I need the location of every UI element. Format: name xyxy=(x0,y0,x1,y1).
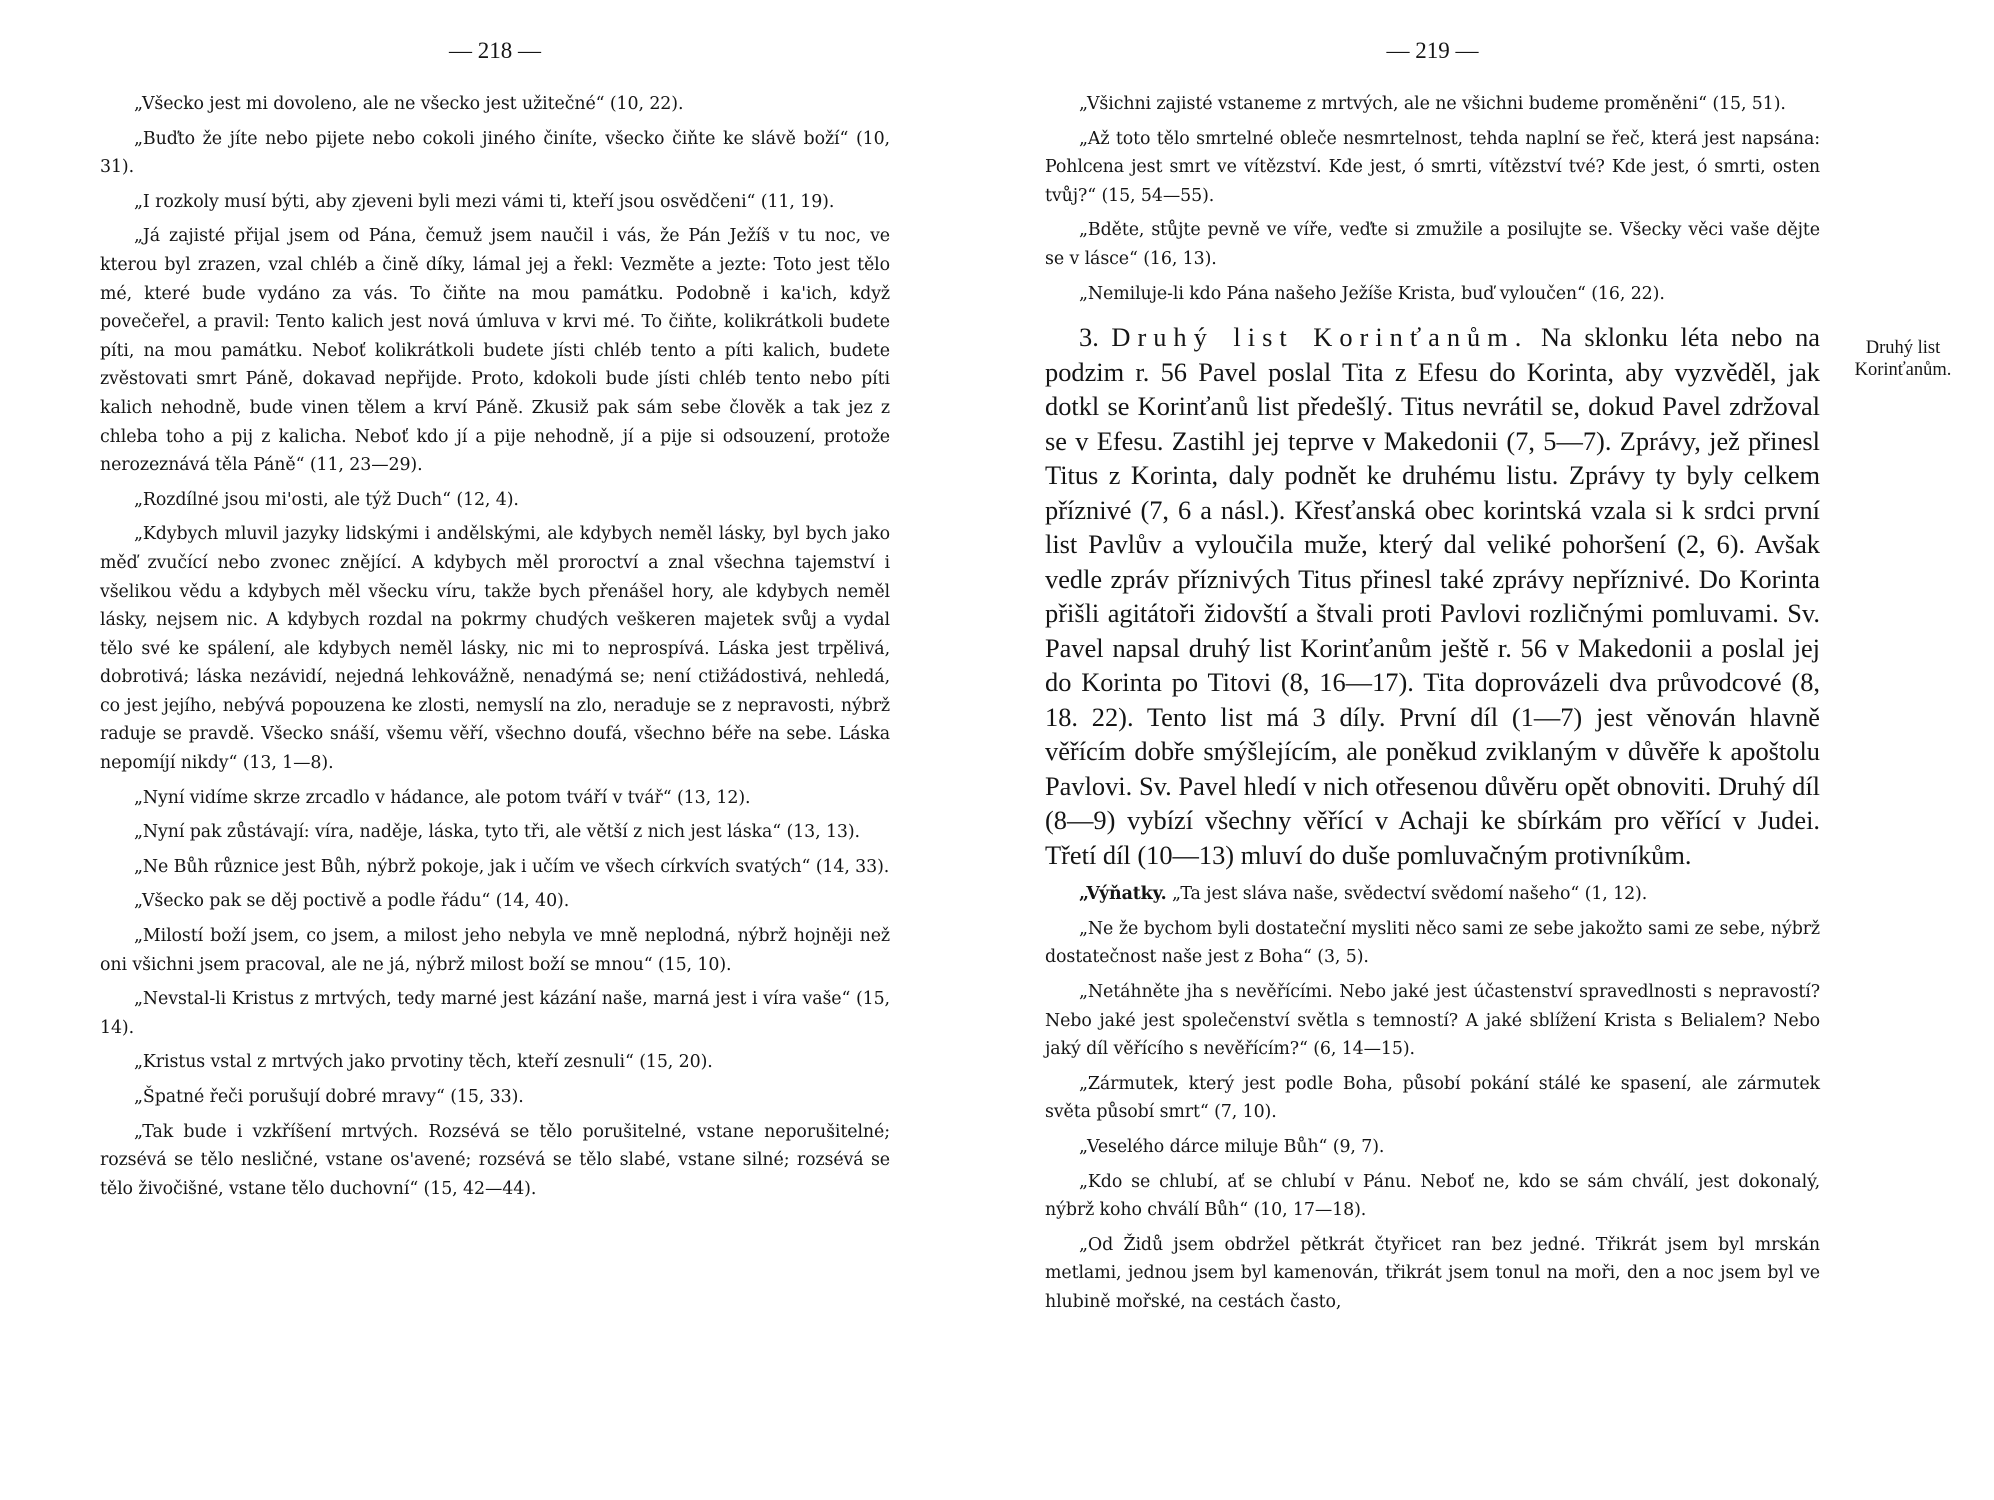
quote-paragraph: „Všecko jest mi dovoleno, ale ne všecko jest užitečné“ (10, 22). xyxy=(134,94,684,114)
excerpts-paragraph xyxy=(1045,880,1820,909)
excerpts-first-quote: „Ta jest sláva naše, svědectví svědomí našeho“ (1, 12). xyxy=(1172,884,1648,905)
quote-paragraph: „Veselého dárce miluje Bůh“ (9, 7). xyxy=(1079,1136,1385,1157)
quote-paragraph: „Tak bude i vzkříšení mrtvých. Rozsévá se tělo porušitelné, vstane neporušitelné; rozsévá se tělo nesličné, vstane os'avené; rozsévá se tělo slabé, vstane silné; rozsévá se tělo živočišné, vstane tělo duchovní“ (15, 42—44). xyxy=(100,1121,890,1199)
quote-paragraph: „Všichni zajisté vstaneme z mrtvých, ale ne všichni budeme proměněni“ (15, 51). xyxy=(1079,94,1786,114)
quote-paragraph: „Rozdílné jsou mi'osti, ale týž Duch“ (12, 4). xyxy=(134,489,519,510)
quote-paragraph: „Nyní vidíme skrze zrcadlo v hádance, ale potom tváří v tvář“ (13, 12). xyxy=(134,787,751,808)
quote-paragraph: „Kdo se chlubí, ať se chlubí v Pánu. Neboť ne, kdo se sám chválí, jest dokonalý, nýbrž koho chválí Bůh“ (10, 17—18). xyxy=(1045,1171,1820,1221)
section-number: 3. xyxy=(1079,322,1099,353)
quote-paragraph: „Ne že bychom byli dostateční mysliti něco sami ze sebe jakožto sami ze sebe, nýbrž dostatečnost naše jest z Boha“ (3, 5). xyxy=(1045,918,1820,968)
margin-note-line: Druhý list xyxy=(1865,338,1941,358)
quote-paragraph: „Bděte, stůjte pevně ve víře, veďte si zmužile a posilujte se. Všecky věci vaše dějte se v lásce“ (16, 13). xyxy=(1045,220,1820,269)
quote-paragraph: „Nyní pak zůstávají: víra, naděje, láska, tyto tři, ale větší z nich jest láska“ (13, 13). xyxy=(134,822,860,843)
quote-paragraph: „I rozkoly musí býti, aby zjeveni byli mezi vámi ti, kteří jsou osvědčeni“ (11, 19). xyxy=(134,191,835,212)
quote-paragraph: „Až toto tělo smrtelné obleče nesmrtelnost, tehda naplní se řeč, která jest napsána: Pohlcena jest smrt ve vítězství. Kde jest, ó smrti, vítězství tvé? Kde jest, ó smrti, osten tvůj?“ (15, 54—55). xyxy=(1045,128,1820,206)
quote-paragraph: „Kristus vstal z mrtvých jako prvotiny těch, kteří zesnuli“ (15, 20). xyxy=(134,1052,713,1073)
page-number: — 218 — xyxy=(449,38,541,63)
quote-paragraph: „Netáhněte jha s nevěřícími. Nebo jaké jest účastenství spravedlnosti s nepravostí? Nebo jaké jest společenství světla s temností? A jaké sblížení Krista s Belialem? Nebo jaký díl věřícího s nevěřícím?“ (6, 14—15). xyxy=(1045,981,1820,1060)
quote-paragraph: „Zármutek, který jest podle Boha, působí pokání stálé ke spasení, ale zármutek světa působí smrt“ (7, 10). xyxy=(1045,1073,1820,1123)
quote-paragraph: „Buďto že jíte nebo pijete nebo cokoli jiného činíte, všecko čiňte ke slávě boží“ (10, 31). xyxy=(100,128,890,178)
section-text: Na sklonku léta nebo na podzim r. 56 Pavel poslal Tita z Efesu do Korinta, aby vyzvěděl, jak dotkl se Korinťanů list předešlý. Titus nevrátil se, dokud Pavel zdržoval se v Efesu. Zastihl jej teprve v Makedonii (7, 5—7). Zprávy, jež přinesl Titus z Korinta, daly podnět ke druhému listu. Zprávy ty byly celkem příznivé (7, 6 a násl.). Křesťanská obec korintská vzala si k srdci první list Pavlův a vyloučila muže, který dal veliké pohoršení (2, 6). Avšak vedle zpráv příznivých Titus přinesl také zprávy nepříznivé. Do Korinta přišli agitátoři židovští a štvali proti Pavlovi rozličnými pomluvami. Sv. Pavel napsal druhý list Korinťanům ještě r. 56 v Makedonii a poslal jej do Korinta po Titovi (8, 16—17). Tita doprovázeli dva průvodcové (8, 18. 22). Tento list má 3 díly. První díl (1—7) jest věnován hlavně věřícím dobře smýšlejícím, ale poněkud zviklaným v důvěře k apoštolu Pavlovi. Sv. Pavel hledí v nich otřesenou důvěru opět obnoviti. Druhý díl (8—9) vybízí všechny věřící v Achaji ke sbírkám pro věřící v Judei. Třetí díl (10—13) mluví do duše pomluvačným protivníkům. xyxy=(1045,322,1820,870)
quote-paragraph: „Milostí boží jsem, co jsem, a milost jeho nebyla ve mně neplodná, nýbrž hojněji než oni všichni jsem pracoval, ale ne já, nýbrž milost boží se mnou“ (15, 10). xyxy=(100,926,890,975)
margin-note-line: Korinťanům. xyxy=(1854,360,1952,380)
right-page xyxy=(1045,38,1820,1322)
quote-paragraph: „Já zajisté přijal jsem od Pána, čemuž jsem naučil i vás, že Pán Ježíš v tu noc, ve kterou byl zrazen, vzal chléb a čině díky, lámal jej a řekl: Vezměte a jezte: Toto jest tělo mé, které bude vydáno za vás. To čiňte na mou památku. Podobně i ka'ich, když povečeřel, a pravil: Tento kalich jest nová úmluva v krvi mé. To čiňte, kolikrátkoli budete píti, na mou památku. Neboť kolikrátkoli budete jísti chléb tento a píti kalich, budete zvěstovati smrt Páně, dokavad nepřijde. Proto, kdokoli bude jísti chléb tento nebo píti kalich nehodně, bude vinen tělem a krví Páně. Zkusiž pak sám sebe člověk a tak jez z chleba toho a pij z kalicha. Neboť kdo jí a pije nehodně, jí a pije si odsouzení, protože nerozeznává těla Páně“ (11, 23—29). xyxy=(100,226,890,476)
quote-paragraph: „Nevstal-li Kristus z mrtvých, tedy marné jest kázání naše, marná jest i víra vaše“ (15, 14). xyxy=(100,989,890,1038)
excerpts-label: „Výňatky. xyxy=(1079,884,1167,905)
left-page xyxy=(100,38,890,1209)
quote-paragraph: „Kdybych mluvil jazyky lidskými i andělskými, ale kdybych neměl lásky, byl bych jako měď zvučící nebo zvonec znějící. A kdybych měl proroctví a znal všechna tajemství i všelikou vědu a kdybych měl všecku víru, takže bych přenášel hory, ale kdybych neměl lásky, nejsem nic. A kdybych rozdal na pokrmy chudých veškeren majetek svůj a vydal tělo své ke spálení, ale kdybych neměl lásky, nic mi to neprospívá. Láska jest trpělivá, dobrotivá; láska nezávidí, nejedná lehkovážně, nenadýmá se; není ctižádostivá, nehledá, co jest jejího, nebývá popouzena ke zlosti, nemyslí na zlo, neraduje se z nepravosti, nýbrž raduje se pravdě. Všecko snáší, všemu věří, všechno doufá, všechno béře na sebe. Láska nepomíjí nikdy“ (13, 1—8). xyxy=(100,524,890,774)
section-paragraph xyxy=(1045,320,1820,872)
quote-paragraph: „Špatné řeči porušují dobré mravy“ (15, 33). xyxy=(134,1087,524,1107)
margin-note xyxy=(1838,337,1968,381)
quote-paragraph: „Všecko pak se děj poctivě a podle řádu“ (14, 40). xyxy=(134,891,570,912)
quote-paragraph: „Od Židů jsem obdržel pětkrát čtyřicet ran bez jedné. Třikrát jsem byl mrskán metlami, jednou jsem byl kamenován, třikrát jsem tonul na moři, den a noc jsem byl ve hlubině mořské, na cestách často, xyxy=(1045,1234,1820,1312)
quote-paragraph: „Ne Bůh různice jest Bůh, nýbrž pokoje, jak i učím ve všech církvích svatých“ (14, 33). xyxy=(134,856,890,877)
section-title: Druhý list Korinťanům. xyxy=(1111,322,1529,353)
quote-paragraph: „Nemiluje-li kdo Pána našeho Ježíše Krista, buď vyloučen“ (16, 22). xyxy=(1079,283,1665,304)
page-number: — 219 — xyxy=(1386,38,1479,63)
